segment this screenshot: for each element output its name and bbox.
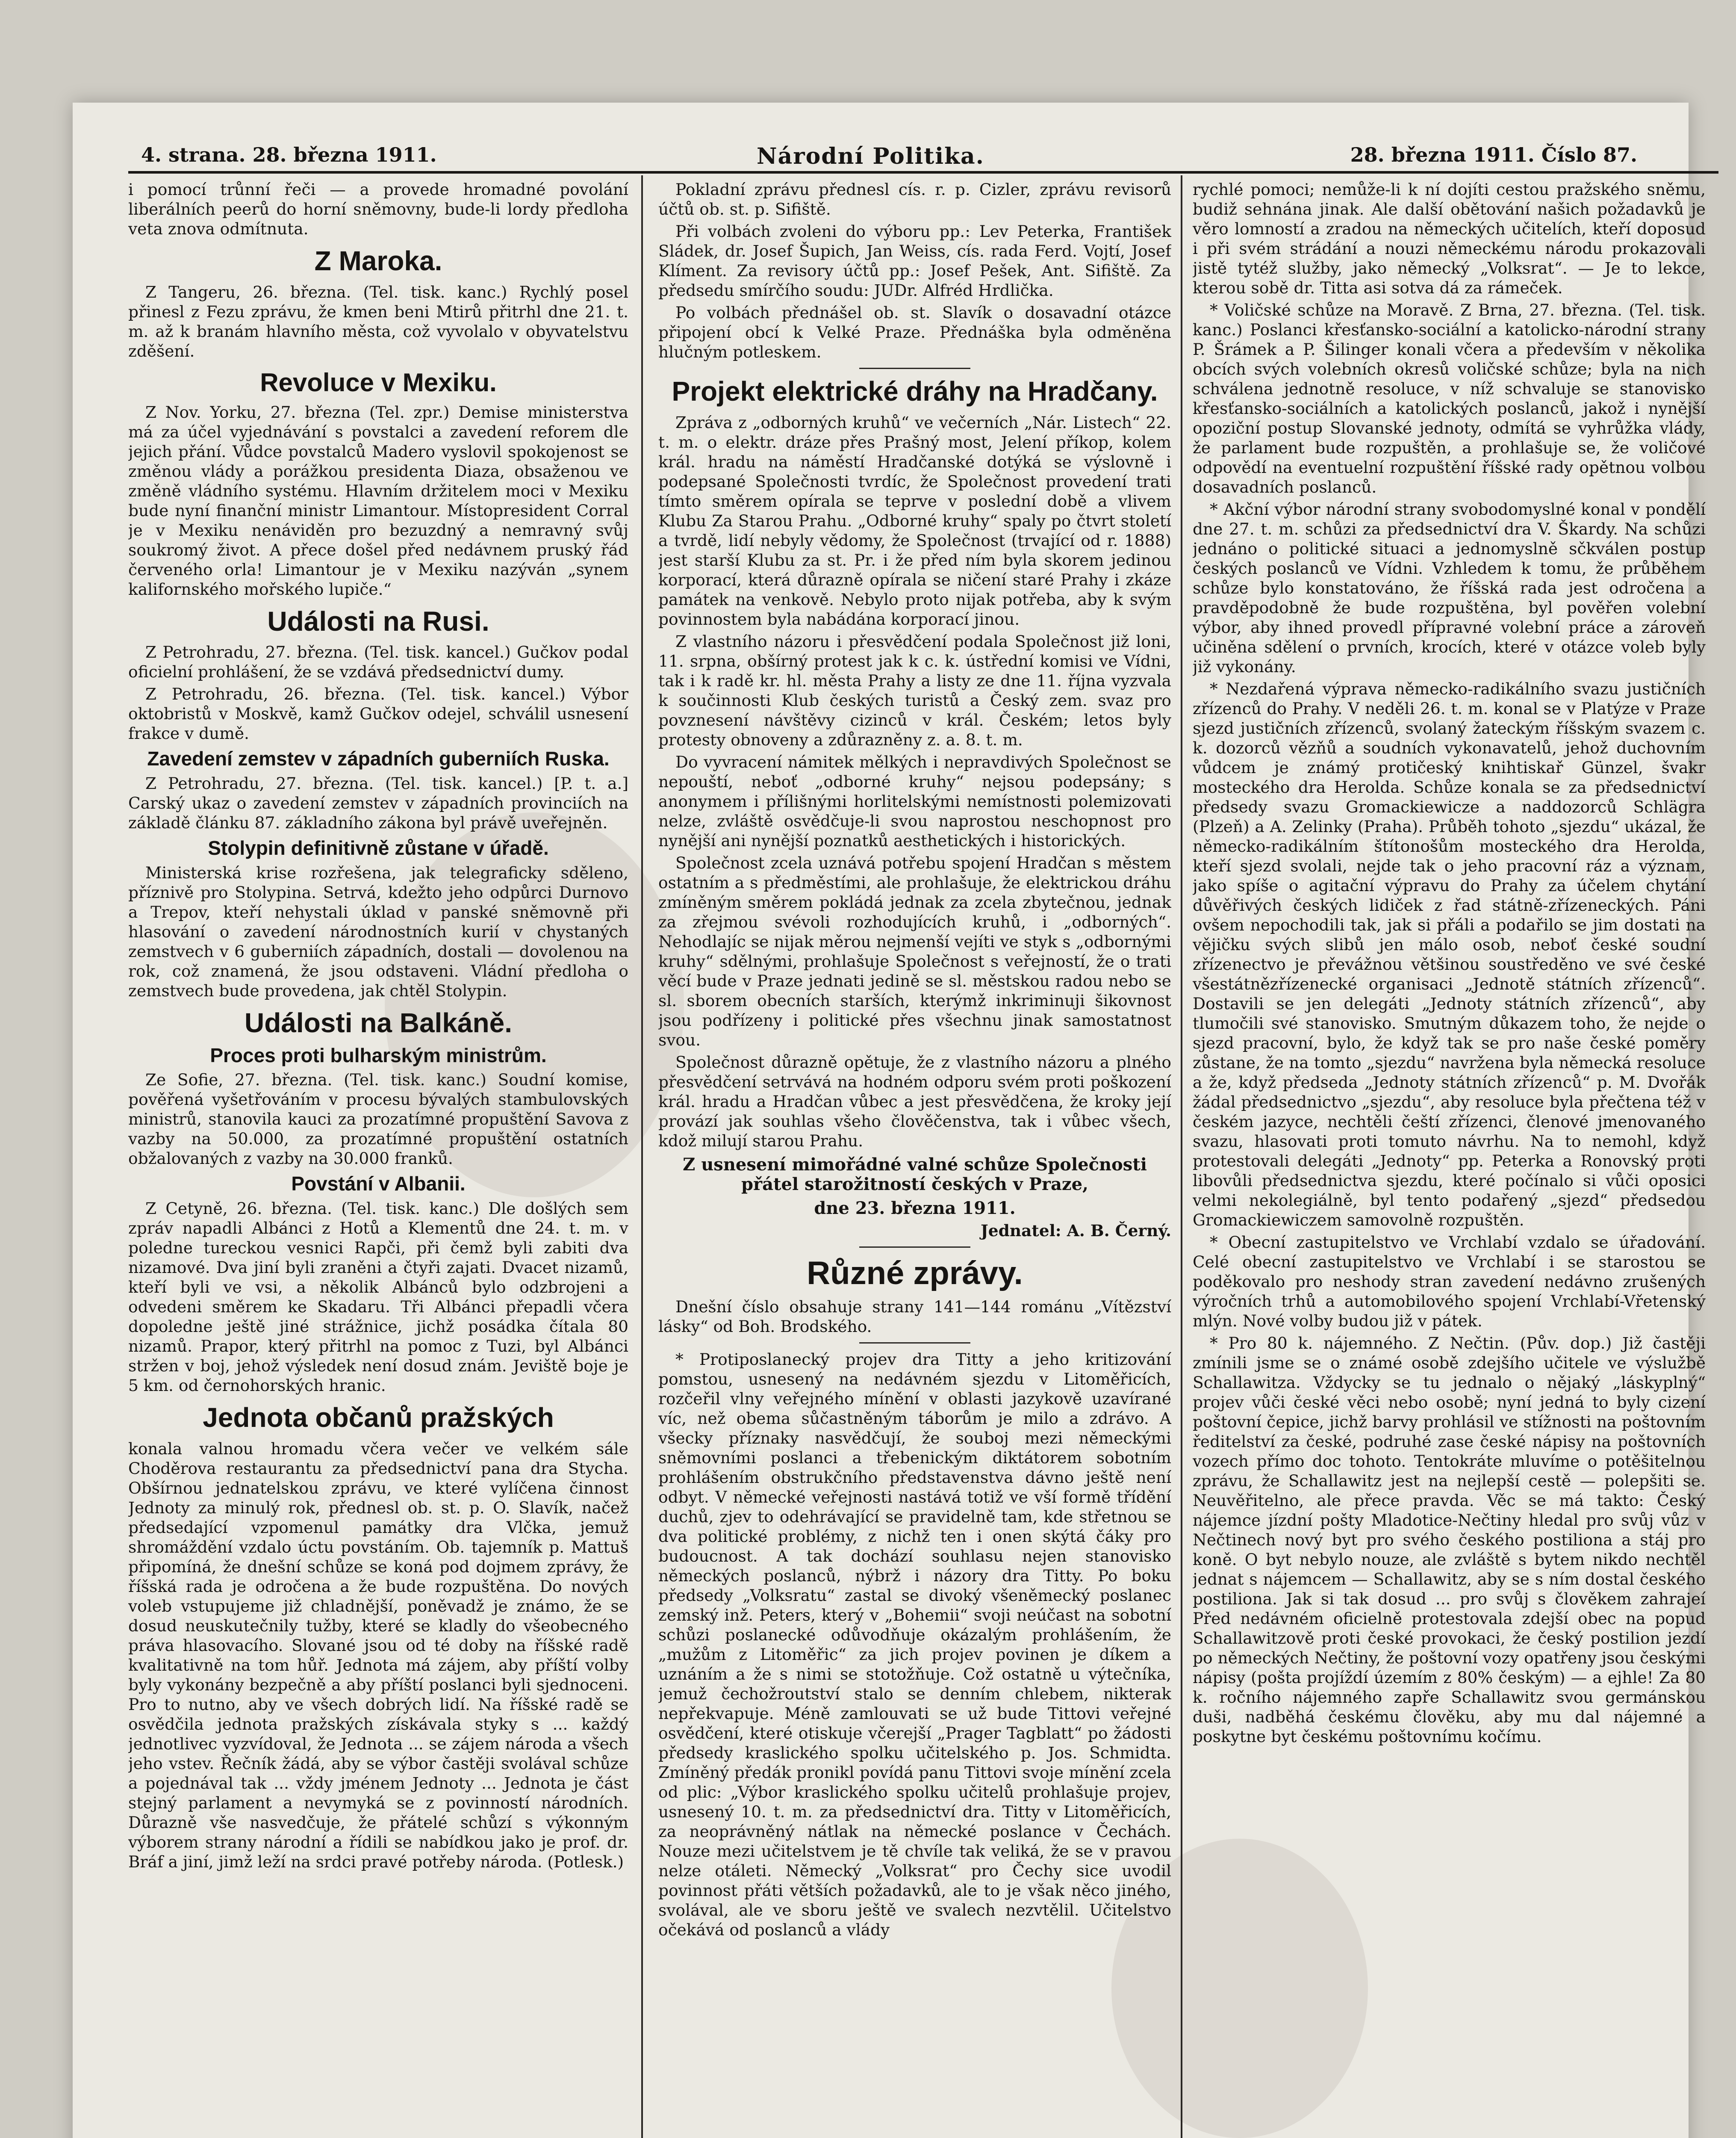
- paragraph: Do vyvracení námitek mělkých i nepravdivých Společnost se nepouští, neboť „odborné kruhy“ nejsou podepsány; s anonymem i přílišnými horlitelskými nemístnosti polemizovati nelze, zvláště osvědčuje-li svou naprostou neschopnost pro nynější ani nynější poznatků aesthetických i historických.: [658, 752, 1171, 850]
- paragraph: Ministerská krise rozřešena, jak telegraficky sděleno, příznivě pro Stolypina. Setrvá, kdežto jeho odpůrci Durnovo a Trepov, kteří nehystali úklad v panské sněmovně při hlasování o zavedení národnostních kurií v chystaných zemstvech v 6 guberniích západních, dostali — dovolenou na rok, což znamená, že jsou odstaveni. Vládní předloha o zemstvech bude provedena, jak chtěl Stolypin.: [128, 863, 628, 1000]
- section-title-ruzne: Různé zprávy.: [807, 1255, 1023, 1291]
- section-title-jednota: Jednota občanů pražských: [203, 1402, 554, 1433]
- paragraph: Společnost důrazně opětuje, že z vlastního názoru a plného přesvědčení setrvává na hodném odporu svém proti poškození král. hradu a Hradčan vůbec a jest přesvědčena, že kroky její provází jak souhlas všeho člověčenstva, tak i vůbec všech, kdož milují starou Prahu.: [658, 1052, 1171, 1150]
- paragraph: Po volbách přednášel ob. st. Slavík o dosavadní otázce připojení obcí k Velké Praze. Přednáška byla odměněna hlučným potleskem.: [658, 303, 1171, 361]
- section-title-balkan: Události na Balkáně.: [245, 1007, 512, 1038]
- paragraph: Při volbách zvoleni do výboru pp.: Lev Peterka, František Sládek, dr. Josef Šupich, Jan Weiss, cís. rada Ferd. Vojtí, Josef Klíment. Za revisory účtů pp.: Josef Pešek, Ant. Sifiště. Za předsedu smírčího soudu: JUDr. Alfréd Hrdlička.: [658, 222, 1171, 300]
- subheading: Proces proti bulharským ministrům.: [210, 1044, 547, 1066]
- running-header: [141, 143, 1689, 173]
- paragraph: Z Nov. Yorku, 27. března (Tel. zpr.) Demise ministerstva má za účel vyjednávání s povstalci a zavedení reforem dle jejich přání. Vůdce povstalců Madero vyslovil spokojenost se změnou vlády a porážkou presidenta Diaza, obsaženou ve změně vládního systému. Hlavním držitelem moci v Mexiku bude nyní finanční ministr Limantour. Místopresident Corral je v Mexiku nenáviděn pro bezuzdný a nemravný svůj soukromý život. A přece došel před nedávnem pruský řád červeného orla! Limantour je v Mexiku nazýván „synem kalifornského mořského lupiče.“: [128, 402, 628, 599]
- paragraph: Ze Sofie, 27. března. (Tel. tisk. kanc.) Soudní komise, pověřená vyšetřováním v procesu bývalých stambulovských ministrů, stanovila kauci za prozatímné propuštění Savova z vazby na 50.000, za prozatímné propuštění ostatních obžalovaných z vazby na 30.000 franků.: [128, 1070, 628, 1168]
- article-continuation: i pomocí trůnní řeči — a provede hromadné povolání liberálních peerů do horní sněmovny, bude-li lordy předloha veta znova odmítnuta.: [128, 180, 628, 238]
- subheading: Stolypin definitivně zůstane v úřadě.: [208, 837, 549, 859]
- header-issue: 28. března 1911. Číslo 87.: [1350, 143, 1637, 166]
- section-title-mexiko: Revoluce v Mexiku.: [260, 368, 497, 397]
- separator: [859, 1246, 970, 1248]
- header-rule: [128, 171, 1718, 174]
- paragraph: Z Petrohradu, 27. března. (Tel. tisk. kancel.) [P. t. a.] Carský ukaz o zavedení zemstev v západních provinciích na základě článku 87. základního zákona byl právě uveřejněn.: [128, 774, 628, 833]
- subheading: Povstání v Albanii.: [291, 1172, 466, 1195]
- paragraph: * Voličské schůze na Moravě. Z Brna, 27. března. (Tel. tisk. kanc.) Poslanci křesťansko-sociální a katolicko-národní strany P. Šrámek a P. Šilinger konali včera a především v několika obcích svých volebních okresů voličské schůze; byla na nich schválena jednotně resoluce, v níž schvaluje se stanovisko křesťansko-sociálních a katolických poslanců, jakož i nynější opoziční postup Slovanské jednoty, odmítá se vyhrůžka vlády, že parlament bude rozpuštěn, a prohlašuje se, že voličové odpovědí na eventuelní rozpuštění říšské rady opětnou volbou dosavadních poslanců.: [1193, 301, 1706, 496]
- header-masthead: Národní Politika.: [757, 143, 984, 169]
- paragraph: Zpráva z „odborných kruhů“ ve večerních „Nár. Listech“ 22. t. m. o elektr. dráze přes Prašný most, Jelení příkop, kolem král. hradu na náměstí Hradčanské dotýká se výslovně i podepsané Společnosti tvrdíc, že Společnost provedení trati tímto směrem opírala se teprve v poslední době a vlivem Klubu Za Starou Prahu. „Odborné kruhy“ spaly po čtvrt století a tvrdě, lidí nebyly vědomy, že Společnost (trvající od r. 1888) jest starší Klubu za st. Pr. i že před ním byla skorem jedinou korporací, která důrazně opírala se ničení staré Prahy i zkáze památek na venkově. Nebylo proto nijak potřeba, aby k svým povinnostem byla nabádána korporací jinou.: [658, 413, 1171, 629]
- section-title-rusko: Události na Rusi.: [267, 605, 489, 637]
- paragraph: konala valnou hromadu včera večer ve velkém sále Choděrova restaurantu za předsednictví pana dra Stycha. Obšírnou jednatelskou zprávu, ve které vylíčena činnost Jednoty za minulý rok, přednesl ob. st. p. O. Slavík, načež předsedající vzpomenul památky dra Vlčka, jemuž shromáždění vzdalo úctu povstáním. Ob. tajemník p. Mattuš připomíná, že dnešní schůze se koná pod dojmem zprávy, že říšská rada je odročena a že bude rozpuštěna. Do nových voleb vstupujeme již chladnější, poněvadž je známo, že se dosud neuskutečnily tužby, které se kladly do všeobecného práva hlasovacího. Slované jsou od té doby na říšské radě kvalitativně na tom hůř. Jednota má zájem, aby příští volby byly vykonány bezpečně a aby příští poslanci byli sjednoceni. Pro to nutno, aby ve všech dobrých lidí. Na říšské radě se osvědčila jednota pražských získávala styky s ... každý jednotlivec vyzvídoval, že Jednota ... se zájem národa a všech jeho vstev. Řečník žádá, aby se výbor častěji svolával schůze a pojednával tak ... vždy jménem Jednoty ... Jednota je část stejný parlament a nevymyká se z povinností národních. Důrazně vše nasvedčuje, že přátelé schůzí s výkonným výborem strany národní a řídili se nabídkou jako je prof. dr. Bráf a jiní, jimž leží na srdci pravé potřeby národa. (Potlesk.): [128, 1439, 628, 1871]
- column-3: [1193, 180, 1706, 2138]
- paragraph: Z Petrohradu, 27. března. (Tel. tisk. kancel.) Gučkov podal oficielní prohlášení, že se vzdává předsednictví dumy.: [128, 643, 628, 682]
- paragraph: Z Tangeru, 26. března. (Tel. tisk. kanc.) Rychlý posel přinesl z Fezu zprávu, že kmen beni Mtirů přitrhl dne 21. t. m. až k branám hlavního města, což vyvolalo v obyvatelstvu zděšení.: [128, 282, 628, 360]
- paragraph: Z vlastního názoru i přesvědčení podala Společnost již loni, 11. srpna, obšírný protest jak k c. k. ústřední komisi ve Vídni, tak i k radě kr. hl. města Prahy a listy ze dne 11. října vyzvala k součinnosti Klub českých turistů a Český zem. svaz pro povznesení návštěvy cizinců v král. Českém; letos byly protesty obnoveny a zdůrazněny z. a. 8. t. m.: [658, 632, 1171, 749]
- paragraph: Společnost zcela uznává potřebu spojení Hradčan s městem ostatním a s předměstími, ale prohlašuje, že elektrickou dráhu zmíněným směrem pokládá jednak za zcela zbytečnou, jednak za zřejmou svévoli rozhodujících kruhů, i „odborných“. Nehodlajíc se nijak měrou nejmenší vejíti ve styk s „odbornými kruhy“ sdělnými, prohlašuje Společnost s veřejností, že o trati věcí bude v Praze jednati jedině se sl. městskou radou nebo se sl. sborem obecních starších, kterýmž inkriminuji šikovnost jsou podřízeny i politické přes všechnu jinak samostatnost svou.: [658, 853, 1171, 1049]
- resolution-line: Z usnesení mimořádné valné schůze Společnosti přátel starožitností českých v Praze,: [683, 1154, 1147, 1194]
- paragraph: * Protiposlanecký projev dra Titty a jeho kritizování pomstou, usnesený na nedávném sjezdu v Litoměřicích, rozčeřil vlny veřejného mínění v oblasti jazykově uzavírané víc, než obema sůčastněným táborům je milo a zdrávo. A všecky příznaky nasvědčují, že souboj mezi německými sněmovními poslanci a třebenickým diktátorem sobotním prohlášením obstrukčního představenstva dávno ještě není odbyt. V německé veřejnosti nastává totiž ve vší formě třídění duchů, zjev to odehrávající se pravidelně tam, kde střetnou se dva politické problémy, z nichž ten i onen skýtá čáky pro budoucnost. A tak dochází souhlasu nejen stanovisko německých poslanců, nýbrž i názory dra Titty. Po boku předsedy „Volksratu“ zastal se divoký všeněmecký poslanec zemský inž. Peters, který v „Bohemii“ svoji neúčast na sobotní schůzi poslanecké odůvodňuje okázalým prohlášením, že „mužům z Litoměřic“ za jich projev povinen je díkem a uznáním a že s nimi se stotožňuje. Což ostatně u výtečníka, jemuž čechožroutství stalo se denním chlebem, nikterak nepřekvapuje. Méně zamlouvati se už bude Tittovi veřejné osvědčení, které otiskuje včerejší „Prager Tagblatt“ po žádosti předsedy kraslického spolku učitelského p. Jos. Schmidta. Zmíněný předák pronikl povídá panu Tittovi svoje mínění zcela od plic: „Výbor kraslického spolku učitelů prohlašuje projev, usnesený 10. t. m. za předsednictví dra. Titty v Litoměřicích, za neoprávněný nátlak na německé poslance v Čechách. Nouze mezi učitelstvem je tě chvíle tak veliká, že se v pravou nelze otáleti. Německý „Volksrat“ pro Čechy sice uvodil povinnost přáti větších požadavků, ale to je však něco jiného, svolával, ale ve sboru ještě ve svalech nezvtělil. Učitelstvo očekává od poslanců a vlády: [658, 1350, 1171, 1939]
- header-page-date: 4. strana. 28. března 1911.: [141, 143, 437, 166]
- column-2: [658, 180, 1171, 2138]
- paragraph: * Obecní zastupitelstvo ve Vrchlabí vzdalo se úřadování. Celé obecní zastupitelstvo ve Vrchlabí i se starostou se poděkovalo pro neshody stran zavedení nedávno zrušených výročních trhů a automobilového spojení Vrchlabí-Vřetenský mlýn. Nové volby budou již v pátek.: [1193, 1233, 1706, 1330]
- paragraph: * Nezdařená výprava německo-radikálního svazu justičních zřízenců do Prahy. V neděli 26. t. m. konal se v Platýze v Praze sjezd justičních zřízenců, svolaný žateckým říšským svazem c. k. dozorců vězňů a soudních vykonavatelů, jehož duchovním vůdcem je známý protičeský knihtiskař Günzel, švakr mosteckého dra Herolda. Schůze konala se za předsednictví předsedy svazu Gromackiewicze a naddozorců Schlägra (Plzeň) a A. Zelinky (Praha). Průběh tohoto „sjezdu“ ukázal, že německo-radikálním štítonošům mosteckého dra Herolda, kteří sjezd svolali, nejde tak o jeho pracovní ráz a význam, jako spíše o agitační výpravu do Prahy za účelem chytání důvěřivých českých lidiček z řad státně-zřízeneckých. Páni ovšem nepochodili tak, jak si přáli a podařilo se jim dostati na vějičku svých slibů jen málo osob, neboť české soudní zřízenectvo je převážnou většinou soustředěno ve své české všestátnězřízenecké organisaci „Jednotě státních zřízenců“. Dostavili se jen delegáti „Jednoty státních zřízenců“, aby tlumočili své stanovisko. Smutným důkazem toho, že nejde o sjezd pracovní, bylo, že když tak se pro naše české poměry zůstane, že na tomto „sjezdu“ navržena byla německá resoluce a že, když předseda „Jednoty státních zřízenců“ p. M. Dvořák žádal předsednictvo „sjezdu“, aby resoluce byla přečtena též v českém jazyce, nechtěli čeští zřízenci, členové jmenovaného svazu, hlasovati proti tomuto návrhu. Na to nemohl, když protestovali delegáti „Jednoty“ pp. Peterka a Ronovský proti libovůli předsednictva sjezdu, které počínalo si vůči oposici velmi nekolegiálně, byl tento podařený „sjezd“ předsedou Gromackiewiczem samovolně rozpuštěn.: [1193, 679, 1706, 1229]
- signature: Jednatel: A. B. Černý.: [981, 1221, 1171, 1240]
- section-title-maroko: Z Maroka.: [314, 245, 442, 276]
- paragraph: Pokladní zprávu přednesl cís. r. p. Cizler, zprávu revisorů účtů ob. st. p. Sifiště.: [658, 180, 1171, 219]
- resolution-date: dne 23. března 1911.: [814, 1198, 1016, 1218]
- separator: [859, 368, 970, 369]
- subheading: Zavedení zemstev v západních guberniích Ruska.: [147, 747, 610, 770]
- paragraph: * Pro 80 k. nájemného. Z Nečtin. (Pův. dop.) Již častěji zmínili jsme se o známé osobě zdejšího učitele ve výslužbě Schallawitza. Vždycky se tu jednalo o nějaký „láskyplný“ projev vůči české věci nebo osobě; nyní jedná to byly cizení poštovní čepice, jichž barvy prohlásil ve stížnosti na poštovním ředitelství za české, podruhé zase české nápisy na poštovních vozech přímo doc tohoto. Tentokráte mluvíme o potěšitelnou zprávu, že Schallawitz jest na nejlepší cestě — polepšiti se. Neuvěřitelno, ale přece pravda. Věc se má takto: Český nájemce jízdní pošty Mladotice-Nečtiny hledal pro svůj vůz v Nečtinech nový byt pro svého českého postiliona a stáj pro koně. O byt nebylo nouze, ale zvláště s bytem nikdo nechtěl jednat s nájemcem — Schallawitz, aby se s ním dostal českého postiliona. Jak si tak dosud ... pro svůj s člověkem zahrajeí Před nedávném oficielně protestovala zdejší obec na popud Schallawitzově proti české provokaci, že český postilion jezdí po německých Nečtiny, že poštovní vozy opatřeny jsou českými nápisy (pošta projíždí územím z 80% českým) — a ejhle! Za 80 k. ročního nájemného zapře Schallawitz svou germánskou duši, nadběhá českému člověku, aby mu dal nájemné a poskytne byt českému poštovnímu kočímu.: [1193, 1334, 1706, 1746]
- section-title-projekt: Projekt elektrické dráhy na Hradčany.: [672, 376, 1158, 407]
- column-1: [128, 180, 628, 2138]
- column-rule: [1181, 175, 1182, 2138]
- paragraph: Z Petrohradu, 26. března. (Tel. tisk. kancel.) Výbor oktobristů v Moskvě, kamž Gučkov odejel, schválil usnesení frakce v dumě.: [128, 685, 628, 743]
- column-rule: [641, 175, 643, 2138]
- paragraph: Z Cetyně, 26. března. (Tel. tisk. kanc.) Dle došlých sem zpráv napadli Albánci z Hotů a Klementů dne 24. t. m. v poledne tureckou vesnici Rapči, při čemž byli zabiti dva nizamové. Dva jiní byli zraněni a čtyři zajati. Dvacet nizamů, kteří byli ve vsi, a několik Albánců bylo odzbrojeni a odvedeni směrem ke Skadaru. Tři Albánci přepadli včera dopoledne ještě jiné strážnice, jichž posádka čítala 80 nizamů. Prapor, který přitrhl na pomoc z Tuzi, byl Albánci stržen v boj, jehož výsledek není dosud znám. Jeviště boje je 5 km. od černohorských hranic.: [128, 1199, 628, 1395]
- paragraph: * Akční výbor národní strany svobodomyslné konal v pondělí dne 27. t. m. schůzi za předsednictví dra V. Škardy. Na schůzi jednáno o politické situaci a jednomyslně sčkválen postup českých poslanců ve Vídni. Vzhledem k tomu, že průběhem schůze bylo konstatováno, že říšská rada jest odročena a pravděpodobně že bude rozpuštěna, byl pověřen volební výbor, aby ihned provedl přípravné volební práce a zároveň učiněna sdělení o prvních, krocích, které v otázce voleb byly již vykonány.: [1193, 500, 1706, 676]
- paragraph: Dnešní číslo obsahuje strany 141—144 románu „Vítězství lásky“ od Boh. Brodského.: [658, 1297, 1171, 1336]
- separator: [859, 1342, 970, 1344]
- paragraph: rychlé pomoci; nemůže-li k ní dojíti cestou pražského sněmu, budiž sehnána jinak. Ale další obětování našich požadavků je věro lomností a zradou na německých učitelích, kteří doposud i při svém strádání a nouzi německému národu prokazovali jistě tytéž služby, jako německý „Volksrat“. — Je to lekce, kterou sobě dr. Titta asi sotva dá za rámeček.: [1193, 180, 1706, 297]
